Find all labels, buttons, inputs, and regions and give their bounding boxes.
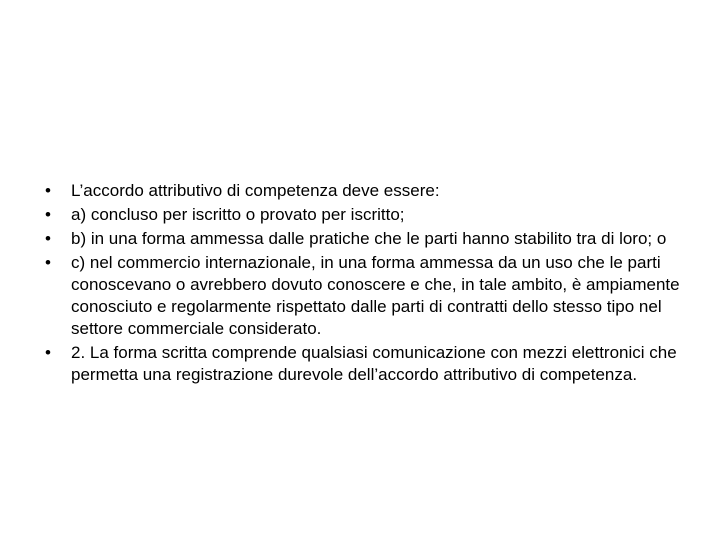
bullet-item <box>40 252 680 340</box>
bullet-item <box>40 228 680 250</box>
bullet-list <box>40 180 680 388</box>
bullet-dot-icon: • <box>45 229 51 248</box>
bullet-text: c) nel commercio internazionale, in una forma ammessa da un uso che le parti conoscevano o avrebbero dovuto conoscere e che, in tale ambito, è ampiamente conosciuto e regolarmente rispettato dalle parti di contratti dello stesso tipo nel settore commerciale considerato. <box>71 253 680 338</box>
bullet-text: b) in una forma ammessa dalle pratiche che le parti hanno stabilito tra di loro; o <box>71 229 667 248</box>
bullet-item <box>40 342 680 386</box>
bullet-text: a) concluso per iscritto o provato per iscritto; <box>71 205 405 224</box>
bullet-dot-icon: • <box>45 205 51 224</box>
bullet-dot-icon: • <box>45 181 51 200</box>
bullet-text: L’accordo attributivo di competenza deve essere: <box>71 181 440 200</box>
bullet-dot-icon: • <box>45 253 51 272</box>
bullet-item <box>40 180 680 202</box>
bullet-text: 2. La forma scritta comprende qualsiasi comunicazione con mezzi elettronici che permetta una registrazione durevole dell’accordo attributivo di competenza. <box>71 343 677 384</box>
bullet-item <box>40 204 680 226</box>
bullet-dot-icon: • <box>45 343 51 362</box>
